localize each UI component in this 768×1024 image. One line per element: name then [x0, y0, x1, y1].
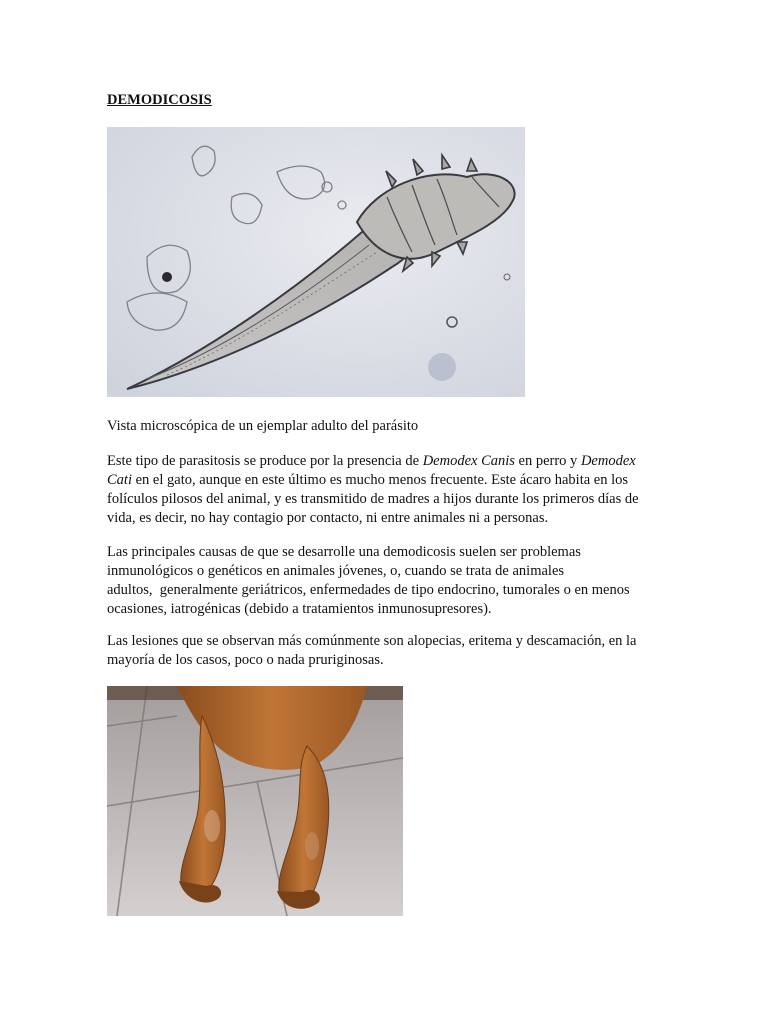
paragraph-causes — [107, 543, 667, 619]
paragraph-line — [107, 471, 667, 490]
paragraph-line: Las principales causas de que se desarrolle una demodicosis suelen ser problemas — [107, 544, 581, 560]
paragraph-line: mayoría de los casos, poco o nada pruriginosas. — [107, 652, 384, 668]
paragraph-line: adultos, generalmente geriátricos, enfermedades de tipo endocrino, tumorales o en menos — [107, 582, 630, 598]
paragraph-line — [107, 452, 667, 471]
text-run: en el gato, aunque en este último es mucho menos frecuente. Este ácaro habita en los — [131, 472, 629, 488]
species-name-cati: Cati — [107, 472, 132, 488]
figure-caption: Vista microscópica de un ejemplar adulto del parásito — [107, 418, 419, 434]
species-name-canis: Demodex Canis — [422, 453, 515, 469]
species-name-demodex: Demodex — [580, 453, 636, 469]
paragraph-line: ocasiones, iatrogénicas (debido a tratamientos inmunosupresores). — [107, 601, 492, 617]
paragraph-line: folículos pilosos del animal, y es transmitido de madres a hijos durante los primeros días de — [107, 491, 639, 507]
text-run: en perro y — [514, 453, 581, 469]
page-title: DEMODICOSIS — [107, 92, 212, 108]
microscope-mite-image — [107, 127, 525, 397]
paragraph-line: Las lesiones que se observan más comúnmente son alopecias, eritema y descamación, en la — [107, 633, 637, 649]
text-run: Este tipo de parasitosis se produce por la presencia de — [107, 453, 423, 469]
paragraph-lesions — [107, 632, 667, 670]
paragraph-line: inmunológicos o genéticos en animales jóvenes, o, cuando se trata de animales — [107, 563, 565, 579]
paragraph-demodex-description — [107, 452, 667, 528]
dog-legs-photo — [107, 686, 403, 916]
paragraph-line: vida, es decir, no hay contagio por contacto, ni entre animales ni a personas. — [107, 510, 549, 526]
